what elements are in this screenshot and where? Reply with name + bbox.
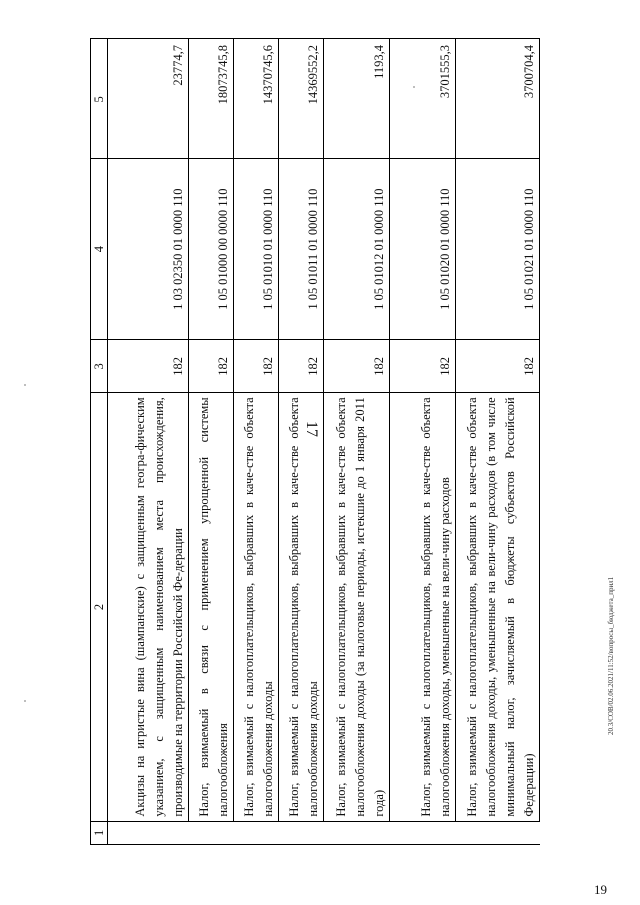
row-amount-cell: 23774,7 (108, 39, 188, 159)
row-admin-cell: 182 (279, 340, 324, 393)
row-empty-cell (279, 821, 324, 844)
row-name-cell: Налог, взимаемый в связи с применением упрощенной системы налогообложения (188, 393, 233, 821)
table-row (108, 39, 188, 845)
page-number-bottom: 19 (594, 882, 607, 897)
budget-revenue-table (90, 38, 540, 845)
row-code-cell: 1 05 01021 01 0000 110 (455, 158, 539, 340)
row-empty-cell (108, 821, 188, 844)
row-amount-cell: 14370745,6 (233, 39, 278, 159)
header-col-5: 5 (91, 39, 108, 159)
row-empty-cell (324, 821, 390, 844)
budget-table-rotated (90, 38, 540, 845)
row-name-cell: Налог, взимаемый с налогоплательщиков, выбравших в каче-стве объекта налогообложения доходы (за налоговые периоды, истекшие до 1 января 2011 года) (324, 393, 390, 821)
scan-artifact-dot (24, 700, 26, 702)
row-amount-cell: 3700704,4 (455, 39, 539, 159)
row-code-cell: 1 05 01012 01 0000 110 (324, 158, 390, 340)
row-amount-cell: 14369552,2 (279, 39, 324, 159)
row-admin-cell: 182 (455, 340, 539, 393)
table-row (455, 39, 539, 845)
row-code-cell: 1 05 01010 01 0000 110 (233, 158, 278, 340)
table-row (389, 39, 455, 845)
row-admin-cell: 182 (188, 340, 233, 393)
row-amount-cell: 1193,4 (324, 39, 390, 159)
table-header-row (91, 39, 108, 845)
row-empty-cell (389, 821, 455, 844)
row-name-cell: Налог, взимаемый с налогоплательщиков, выбравших в каче-стве объекта налогообложения доходы (233, 393, 278, 821)
page-number-top: 17 (303, 421, 320, 437)
budget-table-container (90, 38, 540, 845)
header-col-1: 1 (91, 821, 108, 844)
row-admin-cell: 182 (233, 340, 278, 393)
row-admin-cell: 182 (108, 340, 188, 393)
row-name-cell: Налог, взимаемый с налогоплательщиков, выбравших в каче-стве объекта налогообложения доходы (279, 393, 324, 821)
row-code-cell: 1 03 02350 01 0000 110 (108, 158, 188, 340)
header-col-2: 2 (91, 393, 108, 821)
scan-artifact-dot (24, 384, 26, 386)
row-empty-cell (455, 821, 539, 844)
scan-artifact-dot (413, 86, 415, 88)
row-name-cell: Акцизы на игристые вина (шампанские) с защищенным геогра-фическим указанием, с защищенным наименованием места происхождения, производимые на территории Российской Фе-дерации (108, 393, 188, 821)
table-row (324, 39, 390, 845)
row-code-cell: 1 05 01011 01 0000 110 (279, 158, 324, 340)
row-name-cell: Налог, взимаемый с налогоплательщиков, выбравших в каче-стве объекта налогообложения доходы, уменьшенные на вели-чину расходов (в том числе минимальный налог, зачисляемый в бюджеты субъектов Российской Федерации) (455, 393, 539, 821)
header-col-4: 4 (91, 158, 108, 340)
row-admin-cell: 182 (389, 340, 455, 393)
row-code-cell: 1 05 01020 01 0000 110 (389, 158, 455, 340)
row-empty-cell (233, 821, 278, 844)
header-col-3: 3 (91, 340, 108, 393)
row-amount-cell: 18073745,8 (188, 39, 233, 159)
table-row (233, 39, 278, 845)
row-amount-cell: 3701555,3 (389, 39, 455, 159)
table-row (188, 39, 233, 845)
row-empty-cell (188, 821, 233, 844)
document-footer-stamp: 20.3/СОВ/02.06.2021/11:52/вопросы_бюджета_прил1 (607, 576, 615, 735)
row-name-cell: Налог, взимаемый с налогоплательщиков, выбравших в каче-стве объекта налогообложения доходы, уменьшенные на вели-чину расходов (389, 393, 455, 821)
row-admin-cell: 182 (324, 340, 390, 393)
row-code-cell: 1 05 01000 00 0000 110 (188, 158, 233, 340)
table-row (279, 39, 324, 845)
